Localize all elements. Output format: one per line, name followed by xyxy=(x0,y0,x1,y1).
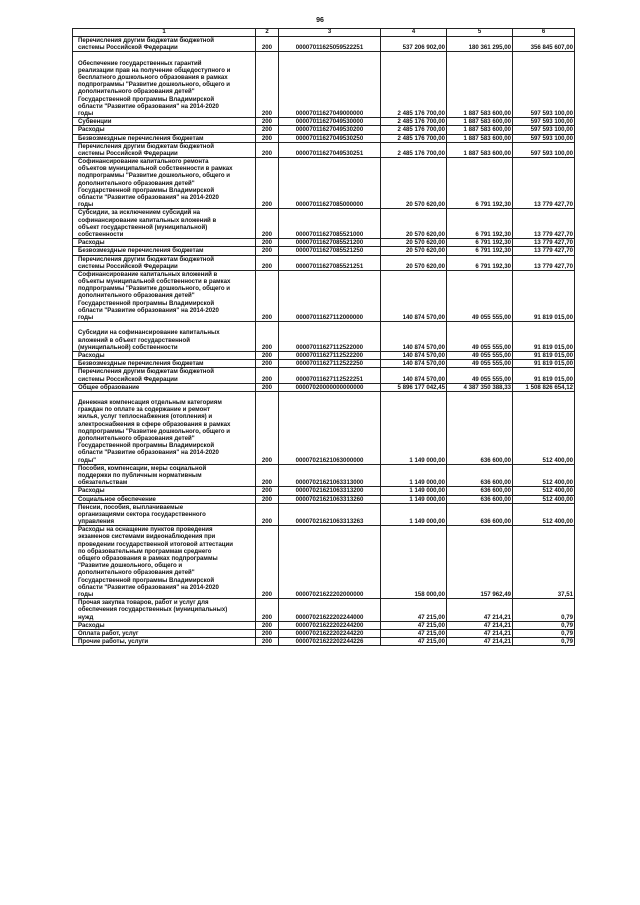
row-name-cell: Субсидии на софинансирование капитальных вложений в объект государственной (муниципальной) собственности xyxy=(73,322,256,352)
row-approved-cell: 47 215,00 xyxy=(381,629,447,637)
row-remaining-cell: 597 593 100,00 xyxy=(513,52,575,118)
row-approved-cell: 140 874 570,00 xyxy=(381,360,447,368)
row-approved-cell: 5 896 177 042,45 xyxy=(381,383,447,391)
row-executed-cell: 6 791 192,30 xyxy=(447,247,513,255)
header-row xyxy=(73,29,575,37)
table-row xyxy=(73,142,575,157)
row-remaining-cell: 0,79 xyxy=(513,621,575,629)
table-row xyxy=(73,255,575,270)
row-approved-cell: 1 149 000,00 xyxy=(381,503,447,526)
row-name-cell: Софинансирование капитальных вложений в объекты муниципальной собственности в рамках подпрограммы "Развитие дошкольного, общего и дополнительного образования детей" Государственной программы Владимирской области "Развитие образования" на 2014-2020 годы xyxy=(73,270,256,321)
row-code-cell: 00007021622202244220 xyxy=(279,629,381,637)
row-approved-cell: 20 570 620,00 xyxy=(381,255,447,270)
row-approved-cell: 2 485 176 700,00 xyxy=(381,142,447,157)
row-approved-cell: 47 215,00 xyxy=(381,599,447,622)
row-code-cell: 00007021622202244226 xyxy=(279,638,381,646)
row-code-cell: 00007011627112522251 xyxy=(279,368,381,383)
row-name-cell: Прочая закупка товаров, работ и услуг для обеспечения государственных (муниципальных) нужд xyxy=(73,599,256,622)
row-remaining-cell: 512 400,00 xyxy=(513,503,575,526)
row-code-cell: 00007011627112000000 xyxy=(279,270,381,321)
row-executed-cell: 47 214,21 xyxy=(447,621,513,629)
page-number: 96 xyxy=(316,17,324,24)
row-remaining-cell: 91 819 015,00 xyxy=(513,360,575,368)
row-code-cell: 00007021621063313000 xyxy=(279,464,381,487)
row-code-cell: 00007011627085521200 xyxy=(279,239,381,247)
row-executed-cell: 1 887 583 600,00 xyxy=(447,142,513,157)
row-name-cell: Расходы xyxy=(73,351,256,359)
row-kvr-cell: 200 xyxy=(256,239,279,247)
row-kvr-cell: 200 xyxy=(256,118,279,126)
row-remaining-cell: 1 508 826 654,12 xyxy=(513,383,575,391)
row-name-cell: Перечисления другим бюджетам бюджетной системы Российской Федерации xyxy=(73,368,256,383)
table-row xyxy=(73,638,575,646)
row-code-cell: 00007021622202244200 xyxy=(279,621,381,629)
row-name-cell: Расходы xyxy=(73,126,256,134)
table-row xyxy=(73,526,575,599)
row-code-cell: 00007021622202000000 xyxy=(279,526,381,599)
row-code-cell: 00007021621063000000 xyxy=(279,391,381,464)
table-row xyxy=(73,360,575,368)
row-remaining-cell: 13 779 427,70 xyxy=(513,209,575,239)
row-code-cell: 00007021621063313263 xyxy=(279,503,381,526)
row-remaining-cell: 597 593 100,00 xyxy=(513,142,575,157)
row-name-cell: Расходы xyxy=(73,621,256,629)
row-code-cell: 00007011627112522200 xyxy=(279,351,381,359)
table-row xyxy=(73,495,575,503)
row-remaining-cell: 512 400,00 xyxy=(513,464,575,487)
row-approved-cell: 20 570 620,00 xyxy=(381,209,447,239)
table-row xyxy=(73,322,575,352)
row-remaining-cell: 91 819 015,00 xyxy=(513,368,575,383)
table-row xyxy=(73,247,575,255)
row-remaining-cell: 91 819 015,00 xyxy=(513,270,575,321)
column-header: 1 xyxy=(73,29,256,37)
row-kvr-cell: 200 xyxy=(256,526,279,599)
row-executed-cell: 180 361 295,00 xyxy=(447,37,513,52)
table-row xyxy=(73,134,575,142)
row-remaining-cell: 13 779 427,70 xyxy=(513,158,575,209)
row-approved-cell: 2 485 176 700,00 xyxy=(381,126,447,134)
row-executed-cell: 157 962,49 xyxy=(447,526,513,599)
row-name-cell: Перечисления другим бюджетам бюджетной системы Российской Федерации xyxy=(73,37,256,52)
row-executed-cell: 636 600,00 xyxy=(447,464,513,487)
row-code-cell: 00007011627085521000 xyxy=(279,209,381,239)
row-name-cell: Расходы xyxy=(73,487,256,495)
row-kvr-cell: 200 xyxy=(256,52,279,118)
row-remaining-cell: 91 819 015,00 xyxy=(513,322,575,352)
row-approved-cell: 20 570 620,00 xyxy=(381,239,447,247)
row-remaining-cell: 13 779 427,70 xyxy=(513,247,575,255)
row-executed-cell: 1 887 583 600,00 xyxy=(447,126,513,134)
row-name-cell: Безвозмездные перечисления бюджетам xyxy=(73,360,256,368)
row-remaining-cell: 597 593 100,00 xyxy=(513,118,575,126)
row-kvr-cell: 200 xyxy=(256,495,279,503)
table-row xyxy=(73,118,575,126)
row-remaining-cell: 512 400,00 xyxy=(513,391,575,464)
table-row xyxy=(73,503,575,526)
row-code-cell: 00007011627112522000 xyxy=(279,322,381,352)
row-code-cell: 00007011627049530200 xyxy=(279,126,381,134)
row-executed-cell: 4 387 350 388,33 xyxy=(447,383,513,391)
row-code-cell: 00007021621063313200 xyxy=(279,487,381,495)
column-header: 3 xyxy=(279,29,381,37)
row-kvr-cell: 200 xyxy=(256,629,279,637)
row-remaining-cell: 512 400,00 xyxy=(513,495,575,503)
row-approved-cell: 2 485 176 700,00 xyxy=(381,52,447,118)
row-kvr-cell: 200 xyxy=(256,134,279,142)
row-name-cell: Расходы xyxy=(73,239,256,247)
row-kvr-cell: 200 xyxy=(256,126,279,134)
row-remaining-cell: 13 779 427,70 xyxy=(513,239,575,247)
row-kvr-cell: 200 xyxy=(256,142,279,157)
row-approved-cell: 1 149 000,00 xyxy=(381,495,447,503)
row-executed-cell: 6 791 192,30 xyxy=(447,239,513,247)
table-row xyxy=(73,391,575,464)
row-code-cell: 00007021621063313260 xyxy=(279,495,381,503)
row-name-cell: Безвозмездные перечисления бюджетам xyxy=(73,134,256,142)
table-row xyxy=(73,629,575,637)
row-approved-cell: 20 570 620,00 xyxy=(381,247,447,255)
row-name-cell: Безвозмездные перечисления бюджетам xyxy=(73,247,256,255)
table-row xyxy=(73,37,575,52)
row-executed-cell: 47 214,21 xyxy=(447,638,513,646)
row-executed-cell: 47 214,21 xyxy=(447,599,513,622)
row-approved-cell: 140 874 570,00 xyxy=(381,322,447,352)
table-row xyxy=(73,621,575,629)
row-remaining-cell: 13 779 427,70 xyxy=(513,255,575,270)
row-kvr-cell: 200 xyxy=(256,487,279,495)
row-executed-cell: 49 055 555,00 xyxy=(447,360,513,368)
row-executed-cell: 6 791 192,30 xyxy=(447,209,513,239)
row-name-cell: Социальное обеспечение xyxy=(73,495,256,503)
row-kvr-cell: 200 xyxy=(256,383,279,391)
row-approved-cell: 2 485 176 700,00 xyxy=(381,118,447,126)
row-code-cell: 00007011627049530000 xyxy=(279,118,381,126)
row-executed-cell: 636 600,00 xyxy=(447,503,513,526)
row-name-cell: Общее образование xyxy=(73,383,256,391)
row-kvr-cell: 200 xyxy=(256,391,279,464)
row-approved-cell: 140 874 570,00 xyxy=(381,368,447,383)
column-header: 5 xyxy=(447,29,513,37)
row-approved-cell: 20 570 620,00 xyxy=(381,158,447,209)
row-name-cell: Денежная компенсация отдельным категориям граждан по оплате за содержание и ремонт жилья, услуг теплоснабжения (отопления) и электроснабжения в сфере образования в рамках подпрограммы "Развитие дошкольного, общего и дополнительного образования детей" Государственной программы Владимирской области "Развитие образования" на 2014-2020 годы" xyxy=(73,391,256,464)
row-executed-cell: 6 791 192,30 xyxy=(447,255,513,270)
row-kvr-cell: 200 xyxy=(256,37,279,52)
row-name-cell: Субвенции xyxy=(73,118,256,126)
column-header: 6 xyxy=(513,29,575,37)
row-executed-cell: 47 214,21 xyxy=(447,629,513,637)
table-row xyxy=(73,487,575,495)
row-executed-cell: 49 055 555,00 xyxy=(447,322,513,352)
table-row xyxy=(73,52,575,118)
row-executed-cell: 1 887 583 600,00 xyxy=(447,134,513,142)
column-header: 4 xyxy=(381,29,447,37)
table-row xyxy=(73,599,575,622)
row-remaining-cell: 356 845 607,00 xyxy=(513,37,575,52)
row-approved-cell: 47 215,00 xyxy=(381,621,447,629)
table-row xyxy=(73,239,575,247)
row-code-cell: 00007011627112522250 xyxy=(279,360,381,368)
row-executed-cell: 6 791 192,30 xyxy=(447,158,513,209)
row-executed-cell: 636 600,00 xyxy=(447,487,513,495)
row-kvr-cell: 200 xyxy=(256,638,279,646)
row-name-cell: Пособия, компенсации, меры социальной поддержки по публичным нормативным обязательствам xyxy=(73,464,256,487)
row-name-cell: Субсидии, за исключением субсидий на софинансирование капитальных вложений в объект государственной (муниципальной) собственности xyxy=(73,209,256,239)
row-approved-cell: 158 000,00 xyxy=(381,526,447,599)
row-name-cell: Перечисления другим бюджетам бюджетной системы Российской Федерации xyxy=(73,255,256,270)
row-remaining-cell: 37,51 xyxy=(513,526,575,599)
row-executed-cell: 1 887 583 600,00 xyxy=(447,118,513,126)
table-row xyxy=(73,209,575,239)
row-approved-cell: 1 149 000,00 xyxy=(381,487,447,495)
row-code-cell: 00007011627049000000 xyxy=(279,52,381,118)
row-executed-cell: 49 055 555,00 xyxy=(447,351,513,359)
row-remaining-cell: 0,79 xyxy=(513,638,575,646)
row-remaining-cell: 597 593 100,00 xyxy=(513,126,575,134)
row-name-cell: Обеспечение государственных гарантий реализации прав на получение общедоступного и бесплатного дошкольного образования в рамках подпрограммы "Развитие дошкольного, общего и дополнительного образования детей" Государственной программы Владимирской области "Развитие образования" на 2014-2020 годы xyxy=(73,52,256,118)
row-executed-cell: 1 887 583 600,00 xyxy=(447,52,513,118)
row-approved-cell: 1 149 000,00 xyxy=(381,464,447,487)
row-name-cell: Перечисления другим бюджетам бюджетной системы Российской Федерации xyxy=(73,142,256,157)
row-code-cell: 00007011627085521251 xyxy=(279,255,381,270)
row-executed-cell: 49 055 555,00 xyxy=(447,270,513,321)
row-approved-cell: 2 485 176 700,00 xyxy=(381,134,447,142)
row-remaining-cell: 0,79 xyxy=(513,599,575,622)
column-header: 2 xyxy=(256,29,279,37)
table-row xyxy=(73,464,575,487)
row-approved-cell: 140 874 570,00 xyxy=(381,270,447,321)
table-row xyxy=(73,351,575,359)
row-code-cell: 00007021622202244000 xyxy=(279,599,381,622)
row-remaining-cell: 597 593 100,00 xyxy=(513,134,575,142)
row-code-cell: 00007011627085521250 xyxy=(279,247,381,255)
row-kvr-cell: 200 xyxy=(256,599,279,622)
row-kvr-cell: 200 xyxy=(256,158,279,209)
row-remaining-cell: 91 819 015,00 xyxy=(513,351,575,359)
row-approved-cell: 47 215,00 xyxy=(381,638,447,646)
row-kvr-cell: 200 xyxy=(256,621,279,629)
row-kvr-cell: 200 xyxy=(256,360,279,368)
table-row xyxy=(73,383,575,391)
row-code-cell: 00007011627085000000 xyxy=(279,158,381,209)
row-name-cell: Прочие работы, услуги xyxy=(73,638,256,646)
row-name-cell: Оплата работ, услуг xyxy=(73,629,256,637)
row-code-cell: 00007011625059522251 xyxy=(279,37,381,52)
row-code-cell: 00007020000000000000 xyxy=(279,383,381,391)
row-executed-cell: 636 600,00 xyxy=(447,391,513,464)
table-row xyxy=(73,158,575,209)
row-kvr-cell: 200 xyxy=(256,270,279,321)
table-row xyxy=(73,368,575,383)
row-kvr-cell: 200 xyxy=(256,503,279,526)
table-row xyxy=(73,270,575,321)
row-approved-cell: 537 206 902,00 xyxy=(381,37,447,52)
row-executed-cell: 636 600,00 xyxy=(447,495,513,503)
row-kvr-cell: 200 xyxy=(256,322,279,352)
row-kvr-cell: 200 xyxy=(256,464,279,487)
row-remaining-cell: 512 400,00 xyxy=(513,487,575,495)
row-remaining-cell: 0,79 xyxy=(513,629,575,637)
row-kvr-cell: 200 xyxy=(256,247,279,255)
row-name-cell: Софинансирование капитального ремонта объектов муниципальной собственности в рамках подпрограммы "Развитие дошкольного, общего и дополнительного образования детей" Государственной программы Владимирской области "Развитие образования" на 2014-2020 годы xyxy=(73,158,256,209)
row-kvr-cell: 200 xyxy=(256,255,279,270)
row-kvr-cell: 200 xyxy=(256,368,279,383)
row-approved-cell: 1 149 000,00 xyxy=(381,391,447,464)
row-code-cell: 00007011627049530251 xyxy=(279,142,381,157)
row-code-cell: 00007011627049530250 xyxy=(279,134,381,142)
budget-table xyxy=(72,28,575,646)
table-row xyxy=(73,126,575,134)
row-kvr-cell: 200 xyxy=(256,351,279,359)
row-name-cell: Пенсии, пособия, выплачиваемые организациями сектора государственного управления xyxy=(73,503,256,526)
row-approved-cell: 140 874 570,00 xyxy=(381,351,447,359)
row-name-cell: Расходы на оснащение пунктов проведения экзаменов системами видеонаблюдения при проведении государственной итоговой аттестации по образовательным программам среднего общего образования в рамках подпрограммы "Развитие дошкольного, общего и дополнительного образования детей" Государственной программы Владимирской области "Развитие образования" на 2014-2020 годы xyxy=(73,526,256,599)
row-kvr-cell: 200 xyxy=(256,209,279,239)
row-executed-cell: 49 055 555,00 xyxy=(447,368,513,383)
